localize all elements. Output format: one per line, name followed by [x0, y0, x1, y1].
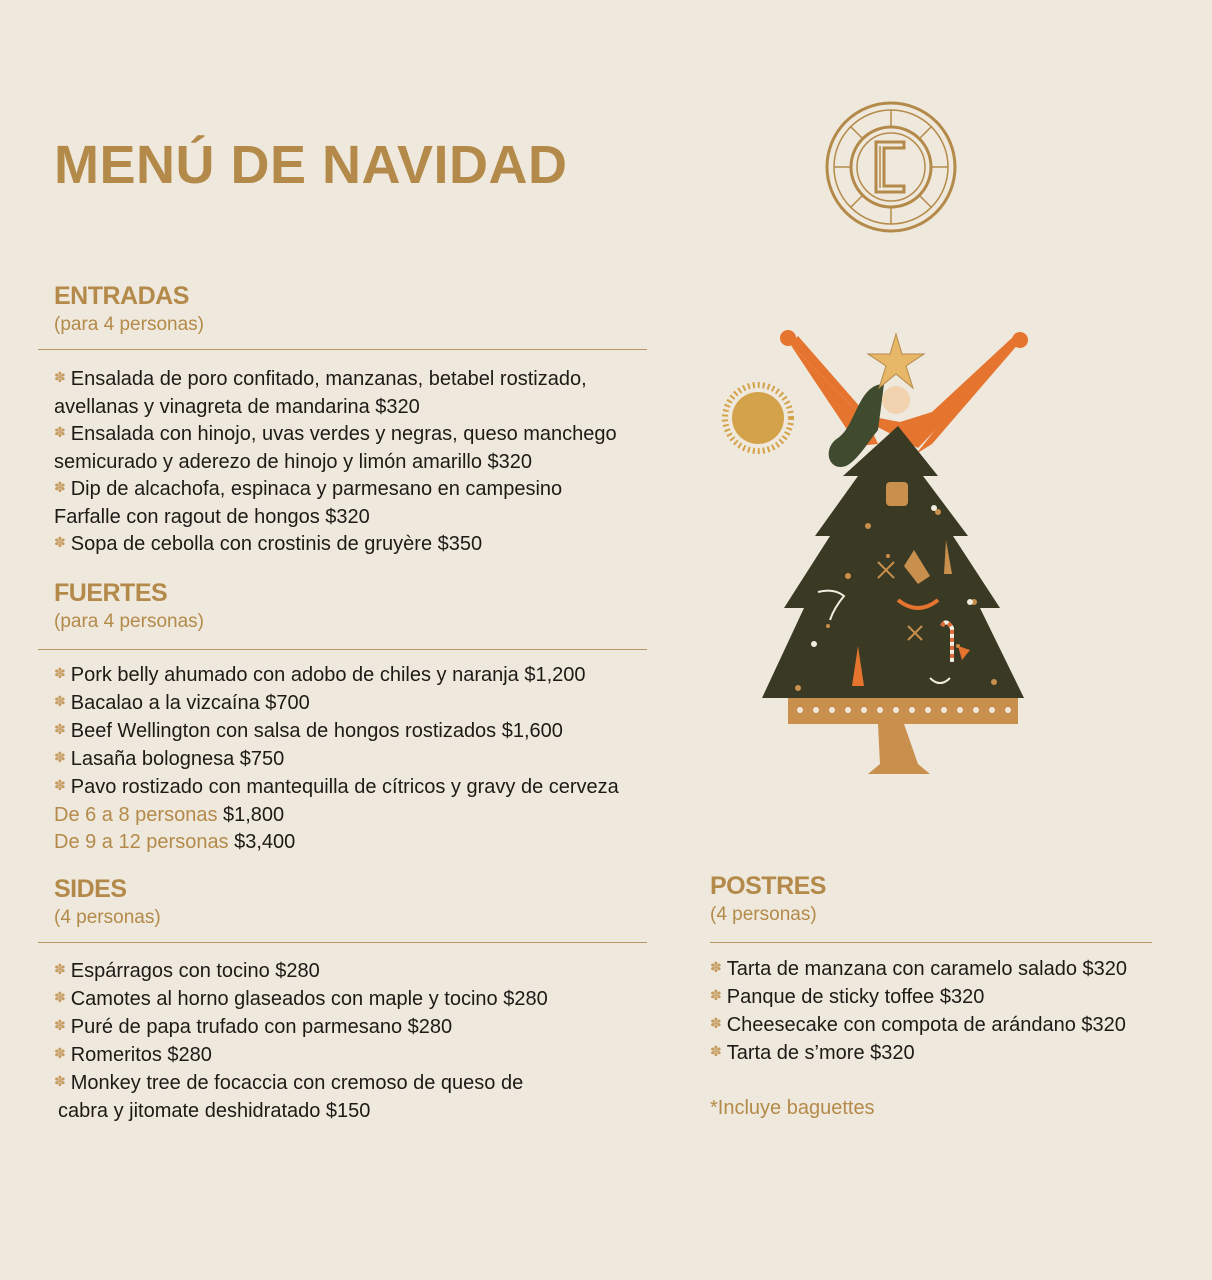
serving-price: $3,400: [234, 831, 296, 853]
list-item: ✽ Ensalada de poro confitado, manzanas, betabel rostizado,: [54, 368, 587, 390]
flower-bullet-icon: ✽: [54, 693, 66, 709]
list-item-continuation: cabra y jitomate deshidratado $150: [58, 1100, 371, 1122]
sun-icon: [725, 385, 791, 451]
section-subtitle-sides: (4 personas): [54, 907, 161, 928]
divider-fuertes: [38, 649, 647, 650]
flower-bullet-icon: ✽: [54, 1073, 66, 1089]
divider-sides: [38, 942, 647, 943]
list-item: ✽ Monkey tree de focaccia con cremoso de queso de: [54, 1072, 524, 1094]
list-item-continuation: semicurado y aderezo de hinojo y limón amarillo $320: [54, 451, 533, 473]
list-item: ✽ Tarta de manzana con caramelo salado $320: [710, 958, 1127, 980]
section-subtitle-fuertes: (para 4 personas): [54, 611, 204, 632]
section-title-entradas: ENTRADAS: [54, 282, 189, 310]
flower-bullet-icon: ✽: [710, 1043, 722, 1059]
list-item: ✽ Tarta de s’more $320: [710, 1042, 915, 1064]
serving-size: De 6 a 8 personas: [54, 804, 218, 826]
postres-header: [710, 874, 826, 924]
sides-list: [54, 958, 548, 1125]
flower-bullet-icon: ✽: [54, 961, 66, 977]
flower-bullet-icon: ✽: [54, 369, 66, 385]
flower-bullet-icon: ✽: [54, 534, 66, 550]
flower-bullet-icon: ✽: [710, 1015, 722, 1031]
list-item-continuation: avellanas y vinagreta de mandarina $320: [54, 396, 420, 418]
postres-list: [710, 956, 1127, 1122]
section-title-postres: POSTRES: [710, 872, 826, 900]
list-item: ✽ Bacalao a la vizcaína $700: [54, 692, 310, 714]
footnote: *Incluye baguettes: [710, 1097, 875, 1119]
section-title-sides: SIDES: [54, 875, 127, 903]
flower-bullet-icon: ✽: [54, 721, 66, 737]
list-item: ✽ Camotes al horno glaseados con maple y tocino $280: [54, 988, 548, 1010]
list-item: ✽ Lasaña bolognesa $750: [54, 748, 285, 770]
flower-bullet-icon: ✽: [54, 424, 66, 440]
serving-option: [54, 829, 619, 856]
list-item: ✽ Dip de alcachofa, espinaca y parmesano en campesino: [54, 478, 563, 500]
flower-bullet-icon: ✽: [54, 479, 66, 495]
serving-price: $1,800: [223, 804, 285, 826]
list-item: ✽ Panque de sticky toffee $320: [710, 986, 985, 1008]
list-item-continuation: Farfalle con ragout de hongos $320: [54, 506, 370, 528]
divider-postres: [710, 942, 1152, 943]
list-item: ✽ Puré de papa trufado con parmesano $280: [54, 1016, 453, 1038]
flower-bullet-icon: ✽: [54, 989, 66, 1005]
list-item: ✽ Pork belly ahumado con adobo de chiles y naranja $1,200: [54, 664, 586, 686]
sides-header: [54, 877, 161, 927]
fuertes-header: [54, 581, 204, 631]
section-subtitle-entradas: (para 4 personas): [54, 314, 204, 335]
entradas-header: [54, 284, 204, 334]
flower-bullet-icon: ✽: [54, 1045, 66, 1061]
list-item: ✽ Espárragos con tocino $280: [54, 960, 320, 982]
section-title-fuertes: FUERTES: [54, 579, 168, 607]
flower-bullet-icon: ✽: [710, 987, 722, 1003]
list-item: ✽ Beef Wellington con salsa de hongos rostizados $1,600: [54, 720, 563, 742]
entradas-list: [54, 366, 617, 559]
flower-bullet-icon: ✽: [54, 777, 66, 793]
section-subtitle-postres: (4 personas): [710, 904, 817, 925]
flower-bullet-icon: ✽: [54, 665, 66, 681]
list-item: ✽ Sopa de cebolla con crostinis de gruyère $350: [54, 533, 483, 555]
list-item: ✽ Romeritos $280: [54, 1044, 212, 1066]
christmas-tree-illustration: [718, 326, 1038, 778]
restaurant-logo: [824, 100, 958, 234]
list-item: ✽ Cheesecake con compota de arándano $320: [710, 1014, 1126, 1036]
list-item: ✽ Pavo rostizado con mantequilla de cítricos y gravy de cerveza: [54, 776, 619, 798]
serving-option: [54, 802, 619, 829]
page-title: MENÚ DE NAVIDAD: [54, 135, 568, 195]
divider-entradas: [38, 349, 647, 350]
fuertes-list: [54, 662, 619, 856]
list-item: ✽ Ensalada con hinojo, uvas verdes y negras, queso manchego: [54, 423, 617, 445]
flower-bullet-icon: ✽: [710, 959, 722, 975]
flower-bullet-icon: ✽: [54, 749, 66, 765]
serving-size: De 9 a 12 personas: [54, 831, 229, 853]
flower-bullet-icon: ✽: [54, 1017, 66, 1033]
